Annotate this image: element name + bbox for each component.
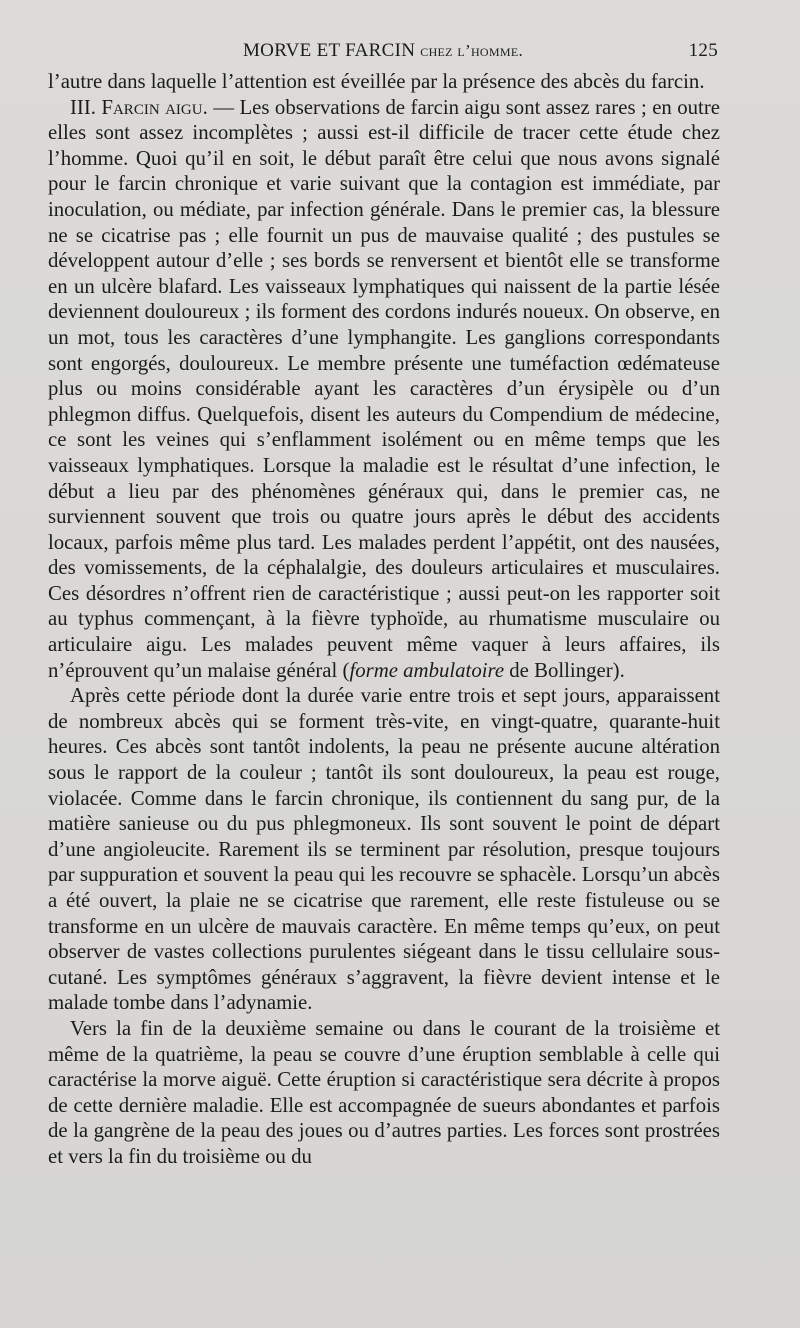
paragraph-farcin-aigu-text: — Les observations de farcin aigu sont assez rares ; en outre elles sont assez incomplètes ; aussi est-il difficile de tracer cette étude chez l’homme. Quoi qu’il en soit, le début paraît être celui que nous avons signalé pour le farcin chronique et varie suivant que la contagion est immédiate, par inoculation, ou médiate, par infection générale. Dans le premier cas, la blessure ne se cicatrise pas ; elle fournit un pus de mauvaise qualité ; des pustules se développent autour d’elle ; ses bords se renversent et bientôt elle se transforme en un ulcère blafard. Les vaisseaux lymphatiques qui naissent de la partie lésée deviennent douloureux ; ils forment des cordons indurés noueux. On observe, en un mot, tous les caractères d’une lymphangite. Les ganglions correspondants sont engorgés, douloureux. Le membre présente une tuméfaction œdémateuse plus ou moins considérable ayant les caractères d’un érysipèle ou d’un phlegmon diffus. Quelquefois, disent les auteurs du Compendium de médecine, ce sont les veines qui s’enflamment isolément ou en même temps que les vaisseaux lymphatiques. Lorsque la maladie est le résultat d’une infection, le début a lieu par des phénomènes généraux qui, dans le premier cas, ne surviennent souvent que trois ou quatre jours après le début des accidents locaux, parfois même plus tard. Les malades perdent l’appétit, ont des nausées, des vomissements, de la céphalalgie, des douleurs articulaires et musculaires. Ces désordres n’offrent rien de caractéristique ; aussi peut-on les rapporter soit au typhus commençant, à la fièvre typhoïde, au rhumatisme musculaire ou articulaire aigu. Les malades peuvent même vaquer à leurs affaires, ils n’éprouvent qu’un malaise général ( [48, 95, 720, 682]
running-title-main: MORVE ET FARCIN [242, 40, 416, 61]
running-title-small: chez l’homme. [420, 41, 524, 60]
running-title [48, 40, 718, 62]
paragraph-eruption-text: Vers la fin de la deuxième semaine ou dans le courant de la troisième et même de la quatrième, la peau se couvre d’une éruption semblable à celle qui caractérise la morve aiguë. Cette éruption si caractéristique sera décrite à propos de cette dernière maladie. Elle est accompagnée de sueurs abondantes et parfois de la gangrène de la peau des joues ou d’autres parties. Les forces sont prostrées et vers la fin du troisième ou du [48, 1016, 720, 1168]
paragraph-continuation-text: l’autre dans laquelle l’attention est éveillée par la présence des abcès du farcin. [48, 70, 705, 93]
paragraph-abces [48, 683, 720, 1016]
paragraph-farcin-aigu [48, 95, 720, 684]
paragraph-abces-text: Après cette période dont la durée varie entre trois et sept jours, apparaissent de nombreux abcès qui se forment très-vite, en vingt-quatre, quarante-huit heures. Ces abcès sont tantôt indolents, la peau ne présente aucune altération sous le rapport de la couleur ; tantôt ils sont douloureux, la peau est rouge, violacée. Comme dans le farcin chronique, ils contiennent du sang pur, de la matière sanieuse ou du pus phlegmoneux. Ils sont souvent le point de départ d’une angioleucite. Rarement ils se terminent par résolution, presque toujours par suppuration et souvent la peau qui les recouvre se sphacèle. Lorsqu’un abcès a été ouvert, la plaie ne se cicatrise que rarement, elle reste fistuleuse ou se transforme en un ulcère de mauvais caractère. En même temps qu’eux, on peut observer de vastes collections purulentes siégeant dans le tissu cellulaire sous-cutané. Les symptômes généraux s’aggravent, la fièvre devient intense et le malade tombe dans l’adynamie. [48, 684, 720, 1015]
paragraph-farcin-aigu-end: de Bollinger). [504, 658, 625, 682]
running-header [48, 40, 718, 66]
paragraph-eruption [48, 1016, 720, 1170]
paragraph-continuation [48, 69, 720, 95]
page-number: 125 [688, 40, 718, 61]
section-heading-farcin-aigu: III. Farcin aigu. [70, 95, 208, 119]
body-text [48, 69, 720, 1170]
italic-term: forme ambulatoire [349, 658, 505, 682]
